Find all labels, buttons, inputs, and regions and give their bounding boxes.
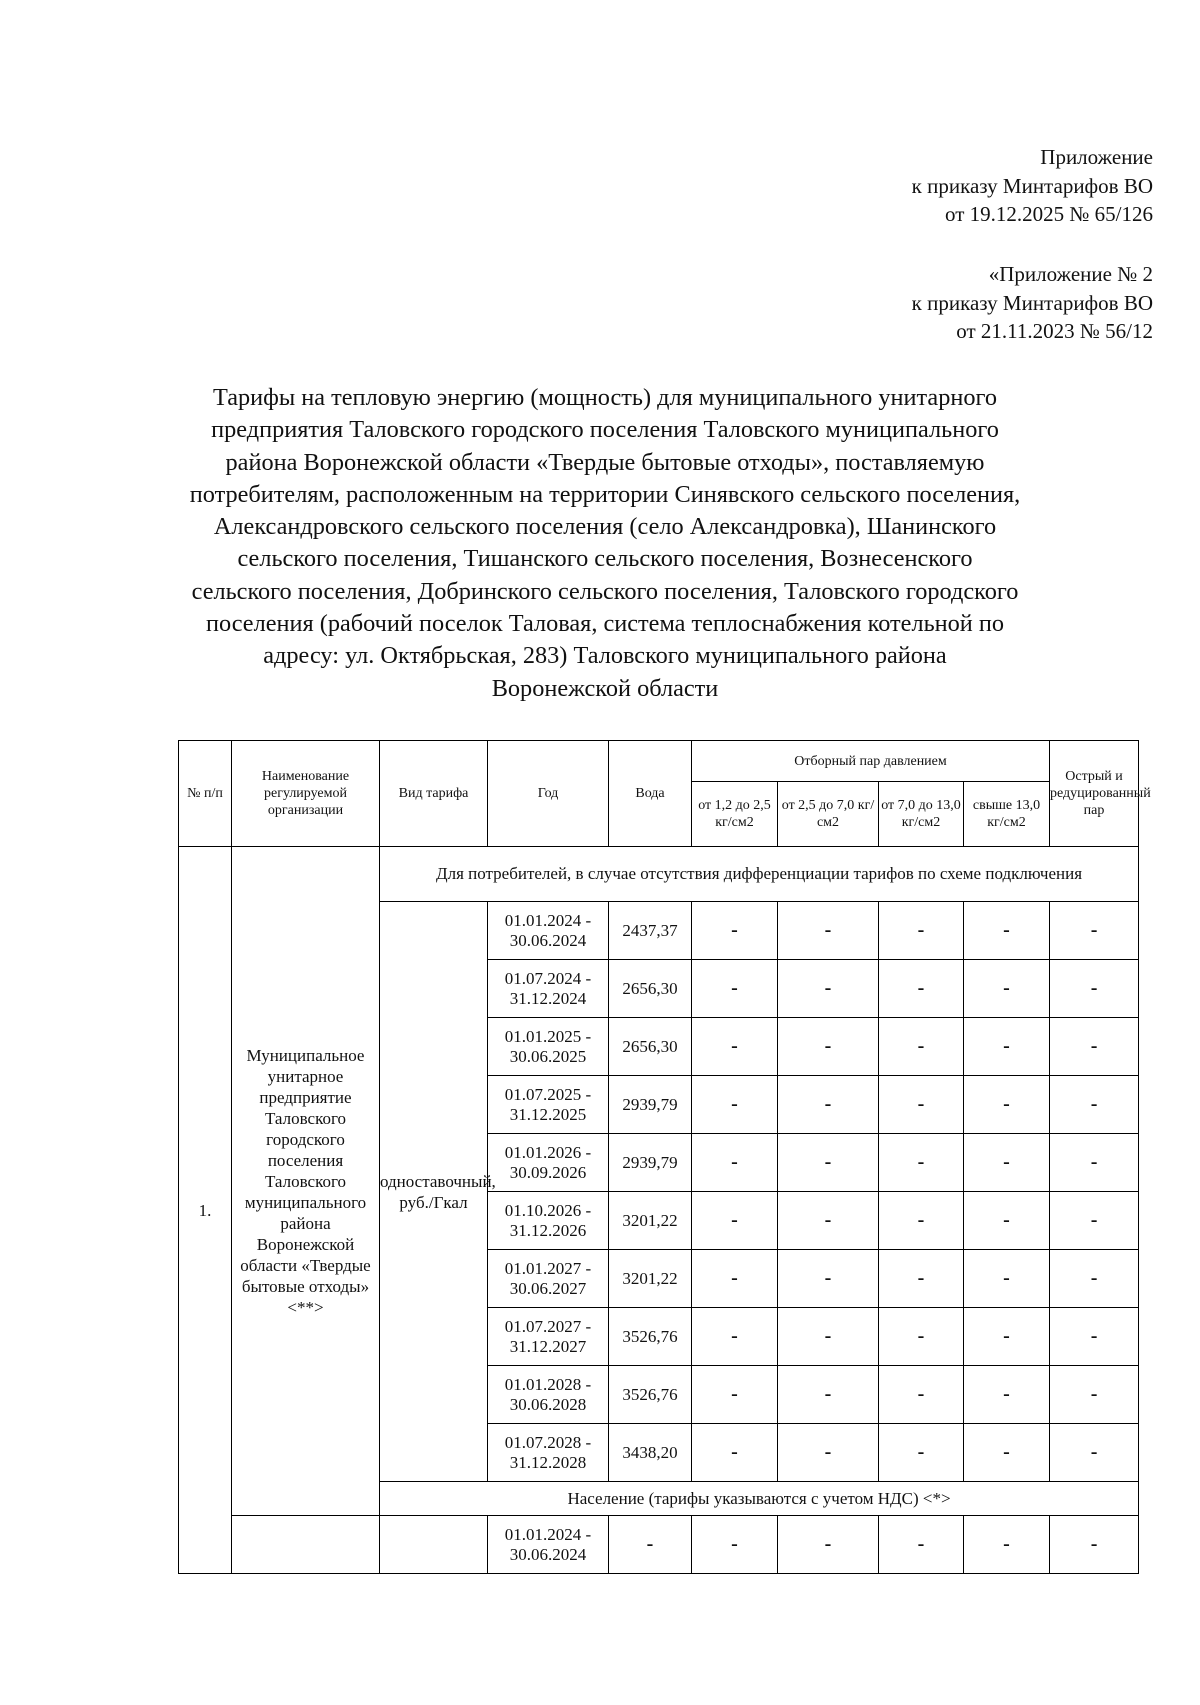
appendix-line: «Приложение № 2 — [988, 262, 1153, 286]
section-row-consumers — [179, 847, 1139, 902]
header-steam-1: от 1,2 до 2,5 кг/см2 — [692, 782, 778, 847]
header-steam-2: от 2,5 до 7,0 кг/см2 — [778, 782, 879, 847]
steam-4-cell: - — [964, 1076, 1050, 1134]
steam-2-cell: - — [778, 1308, 879, 1366]
header-year: Год — [488, 741, 609, 847]
header-org: Наименование регулируемой организации — [232, 741, 380, 847]
hot-steam-cell: - — [1050, 1516, 1139, 1574]
section-label-population: Население (тарифы указываются с учетом НДС) <*> — [380, 1482, 1139, 1516]
steam-2-cell: - — [778, 1018, 879, 1076]
hot-steam-cell: - — [1050, 1192, 1139, 1250]
steam-3-cell: - — [879, 1366, 964, 1424]
steam-3-cell: - — [879, 902, 964, 960]
steam-4-cell: - — [964, 1134, 1050, 1192]
period-cell: 01.01.2026 - 30.09.2026 — [488, 1134, 609, 1192]
steam-3-cell: - — [879, 1134, 964, 1192]
steam-1-cell: - — [692, 1076, 778, 1134]
period-cell: 01.01.2024 - 30.06.2024 — [488, 902, 609, 960]
steam-4-cell: - — [964, 960, 1050, 1018]
hot-steam-cell: - — [1050, 1250, 1139, 1308]
title-line: Александровского сельского поселения (село Александровка), Шанинского — [213, 513, 997, 541]
steam-4-cell: - — [964, 1250, 1050, 1308]
steam-3-cell: - — [879, 1308, 964, 1366]
steam-4-cell: - — [964, 1192, 1050, 1250]
water-cell: 2437,37 — [609, 902, 692, 960]
title-line: Воронежской области — [491, 674, 719, 702]
document-title — [165, 382, 1045, 705]
steam-4-cell: - — [964, 1516, 1050, 1574]
header-num: № п/п — [179, 741, 232, 847]
water-cell: 3526,76 — [609, 1366, 692, 1424]
steam-4-cell: - — [964, 1308, 1050, 1366]
header-tariff-type: Вид тарифа — [380, 741, 488, 847]
steam-1-cell: - — [692, 1366, 778, 1424]
tariff-table — [178, 740, 1151, 1574]
steam-2-cell: - — [778, 960, 879, 1018]
steam-4-cell: - — [964, 1366, 1050, 1424]
organization-name-empty — [232, 1516, 380, 1574]
title-line: потребителям, расположенным на территории Синявского сельского поселения, — [189, 480, 1021, 508]
steam-1-cell: - — [692, 1516, 778, 1574]
steam-2-cell: - — [778, 1366, 879, 1424]
appendix-block-original — [912, 260, 1153, 346]
appendix-line: от 19.12.2025 № 65/126 — [944, 202, 1153, 226]
water-cell: - — [609, 1516, 692, 1574]
period-cell: 01.01.2027 - 30.06.2027 — [488, 1250, 609, 1308]
steam-2-cell: - — [778, 1192, 879, 1250]
period-cell: 01.01.2025 - 30.06.2025 — [488, 1018, 609, 1076]
steam-3-cell: - — [879, 1018, 964, 1076]
appendix-line: к приказу Минтарифов ВО — [911, 173, 1153, 198]
water-cell: 3201,22 — [609, 1192, 692, 1250]
header-steam-4: свыше 13,0 кг/см2 — [964, 782, 1050, 847]
hot-steam-cell: - — [1050, 902, 1139, 960]
steam-3-cell: - — [879, 1516, 964, 1574]
hot-steam-cell: - — [1050, 1308, 1139, 1366]
table-row — [179, 1516, 1139, 1574]
water-cell: 2939,79 — [609, 1134, 692, 1192]
header-water: Вода — [609, 741, 692, 847]
steam-1-cell: - — [692, 1134, 778, 1192]
steam-2-cell: - — [778, 1250, 879, 1308]
hot-steam-cell: - — [1050, 1076, 1139, 1134]
steam-3-cell: - — [879, 1192, 964, 1250]
title-line: Тарифы на тепловую энергию (мощность) для муниципального унитарного — [212, 384, 998, 411]
header-hot-steam: Острый и редуцированный пар — [1050, 741, 1139, 847]
water-cell: 2656,30 — [609, 960, 692, 1018]
title-line: адресу: ул. Октябрьская, 283) Таловского муниципального района — [263, 642, 947, 670]
steam-1-cell: - — [692, 902, 778, 960]
steam-3-cell: - — [879, 1250, 964, 1308]
hot-steam-cell: - — [1050, 1424, 1139, 1482]
steam-2-cell: - — [778, 1076, 879, 1134]
title-line: района Воронежской области «Твердые бытовые отходы», поставляемую — [225, 448, 985, 476]
organization-name: Муниципальное унитарное предприятие Таловского городского поселения Таловского муниципального района Воронежской области «Твердые бытовые отходы» <**> — [232, 847, 380, 1516]
appendix-line: от 21.11.2023 № 56/12 — [956, 319, 1153, 343]
steam-4-cell: - — [964, 1424, 1050, 1482]
title-line: сельского поселения, Добринского сельского поселения, Таловского городского — [191, 577, 1019, 605]
steam-3-cell: - — [879, 1424, 964, 1482]
tariff-kind-empty — [380, 1516, 488, 1574]
steam-1-cell: - — [692, 960, 778, 1018]
header-steam-group: Отборный пар давлением — [692, 741, 1050, 782]
table-header-row — [179, 741, 1139, 782]
steam-1-cell: - — [692, 1308, 778, 1366]
water-cell: 2939,79 — [609, 1076, 692, 1134]
water-cell: 2656,30 — [609, 1018, 692, 1076]
title-line: предприятия Таловского городского поселения Таловского муниципального — [211, 416, 999, 444]
water-cell: 3201,22 — [609, 1250, 692, 1308]
title-line: сельского поселения, Тишанского сельского поселения, Вознесенского — [237, 545, 973, 573]
title-line: поселения (рабочий поселок Таловая, система теплоснабжения котельной по — [205, 610, 1005, 638]
steam-2-cell: - — [778, 1424, 879, 1482]
period-cell: 01.07.2027 - 31.12.2027 — [488, 1308, 609, 1366]
tariff-kind: одноставочный, руб./Гкал — [380, 902, 488, 1482]
steam-4-cell: - — [964, 1018, 1050, 1076]
steam-2-cell: - — [778, 1516, 879, 1574]
period-cell: 01.01.2028 - 30.06.2028 — [488, 1366, 609, 1424]
period-cell: 01.01.2024 - 30.06.2024 — [488, 1516, 609, 1574]
steam-4-cell: - — [964, 902, 1050, 960]
hot-steam-cell: - — [1050, 1134, 1139, 1192]
hot-steam-cell: - — [1050, 1018, 1139, 1076]
steam-2-cell: - — [778, 902, 879, 960]
steam-1-cell: - — [692, 1250, 778, 1308]
appendix-block-current — [912, 143, 1153, 229]
row-number: 1. — [179, 847, 232, 1574]
appendix-line: Приложение — [1040, 145, 1153, 169]
section-label-consumers: Для потребителей, в случае отсутствия дифференциации тарифов по схеме подключения — [380, 847, 1139, 902]
period-cell: 01.07.2028 - 31.12.2028 — [488, 1424, 609, 1482]
steam-3-cell: - — [879, 960, 964, 1018]
period-cell: 01.07.2025 - 31.12.2025 — [488, 1076, 609, 1134]
hot-steam-cell: - — [1050, 1366, 1139, 1424]
steam-2-cell: - — [778, 1134, 879, 1192]
header-steam-3: от 7,0 до 13,0 кг/см2 — [879, 782, 964, 847]
steam-1-cell: - — [692, 1192, 778, 1250]
water-cell: 3526,76 — [609, 1308, 692, 1366]
hot-steam-cell: - — [1050, 960, 1139, 1018]
period-cell: 01.10.2026 - 31.12.2026 — [488, 1192, 609, 1250]
steam-3-cell: - — [879, 1076, 964, 1134]
appendix-line: к приказу Минтарифов ВО — [911, 290, 1153, 315]
water-cell: 3438,20 — [609, 1424, 692, 1482]
period-cell: 01.07.2024 - 31.12.2024 — [488, 960, 609, 1018]
steam-1-cell: - — [692, 1424, 778, 1482]
steam-1-cell: - — [692, 1018, 778, 1076]
